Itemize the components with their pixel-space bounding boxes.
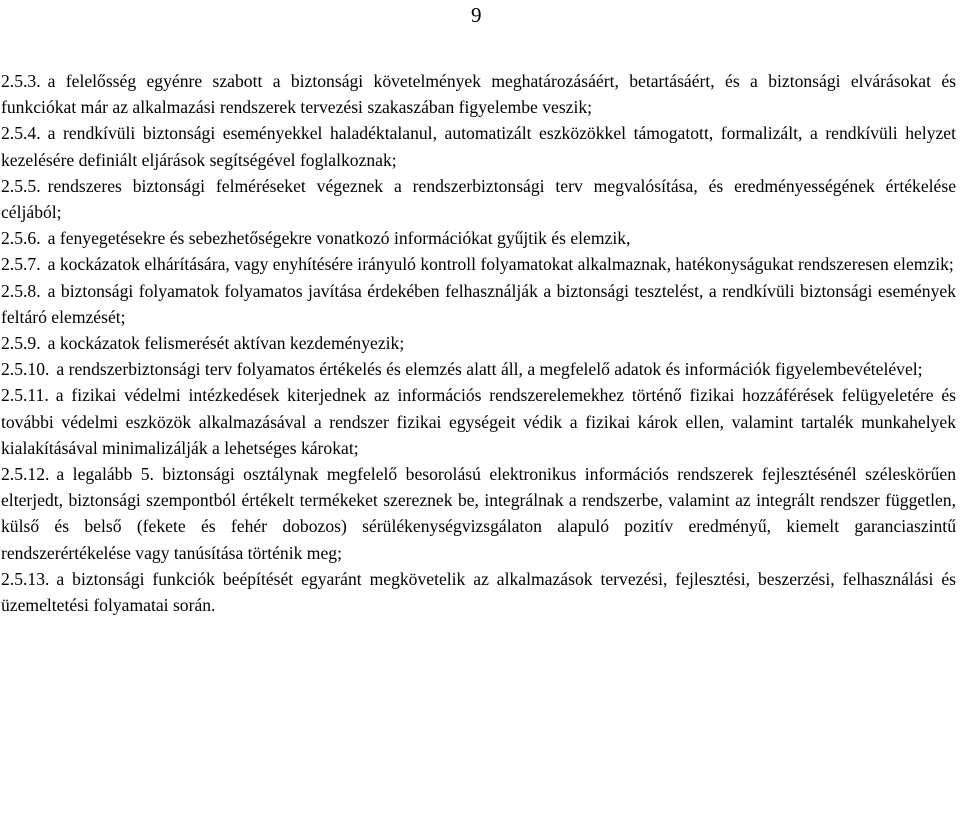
item-text: a fizikai védelmi intézkedések kiterjednek az információs rendszerelemekhez történő fizikai hozzáférések felügyeletére és további védelmi eszközök alkalmazásával a rendszer fizikai egységeit védik a fizikai károk ellen, valamint tartalék munkahelyek kialakításával minimalizálják a lehetséges károkat; — [1, 385, 956, 458]
item-text: a rendszerbiztonsági terv folyamatos értékelés és elemzés alatt áll, a megfelelő adatok és információk figyelembevételével; — [56, 359, 923, 380]
list-item-2-5-7 — [1, 251, 956, 277]
item-number: 2.5.13. — [1, 568, 50, 589]
list-item-2-5-3 — [1, 68, 956, 120]
item-text: a legalább 5. biztonsági osztálynak megfelelő besorolású elektronikus információs rendszerek fejlesztésénél széleskörűen elterjedt, biztonsági szempontból értékelt termékeket szereznek be, integrálnak a rendszerbe, valamint az integrált rendszer független, külső és belső (fekete és fehér dobozos) sérülékenységvizsgálaton alapuló pozitív eredményű, kiemelt garanciaszintű rendszerértékelése vagy tanúsítása történik meg; — [1, 464, 956, 563]
item-number: 2.5.5. — [1, 175, 41, 196]
item-number: 2.5.4. — [1, 123, 41, 144]
item-number: 2.5.9. — [1, 333, 41, 354]
item-text: a rendkívüli biztonsági eseményekkel haladéktalanul, automatizált eszközökkel támogatott, formalizált, a rendkívüli helyzet kezelésére definiált eljárások segítségével foglalkoznak; — [1, 123, 956, 170]
item-number: 2.5.8. — [1, 280, 41, 301]
list-item-2-5-10 — [1, 356, 956, 382]
list-item-2-5-13 — [1, 566, 956, 618]
item-text: a kockázatok felismerését aktívan kezdeményezik; — [47, 333, 405, 354]
item-number: 2.5.6. — [1, 228, 41, 249]
page-number: 9 — [471, 3, 482, 27]
item-number: 2.5.11. — [1, 385, 49, 406]
item-number: 2.5.3. — [1, 71, 41, 91]
list-item-2-5-5 — [1, 173, 956, 225]
item-text: a biztonsági folyamatok folyamatos javítása érdekében felhasználják a biztonsági tesztelést, a rendkívüli biztonsági események feltáró elemzését; — [1, 280, 956, 327]
item-number: 2.5.12. — [1, 464, 50, 485]
item-text: a fenyegetésekre és sebezhetőségekre vonatkozó információkat gyűjtik és elemzik, — [47, 228, 631, 249]
item-text: a biztonsági funkciók beépítését egyaránt megkövetelik az alkalmazások tervezési, fejlesztési, beszerzési, felhasználási és üzemeltetési folyamatai során. — [1, 568, 956, 616]
item-text: a kockázatok elhárítására, vagy enyhítésére irányuló kontroll folyamatokat alkalmaznak, hatékonyságukat rendszeresen elemzik; — [47, 254, 954, 275]
list-item-2-5-11 — [1, 382, 956, 461]
item-text: rendszeres biztonsági felméréseket végeznek a rendszerbiztonsági terv megvalósítása, és eredményességének értékelése céljából; — [1, 175, 956, 223]
list-item-2-5-9 — [1, 330, 956, 356]
list-item-2-5-8 — [1, 278, 956, 330]
list-item-2-5-4 — [1, 120, 956, 172]
list-item-2-5-12 — [1, 461, 956, 566]
item-text: a felelősség egyénre szabott a biztonsági követelmények meghatározásáért, betartásáért, és a biztonsági elvárásokat és funkciókat már az alkalmazási rendszerek tervezési szakaszában figyelembe veszik; — [1, 71, 956, 118]
item-number: 2.5.10. — [1, 359, 50, 380]
document-body — [1, 68, 956, 618]
item-number: 2.5.7. — [1, 254, 41, 275]
list-item-2-5-6 — [1, 225, 956, 251]
